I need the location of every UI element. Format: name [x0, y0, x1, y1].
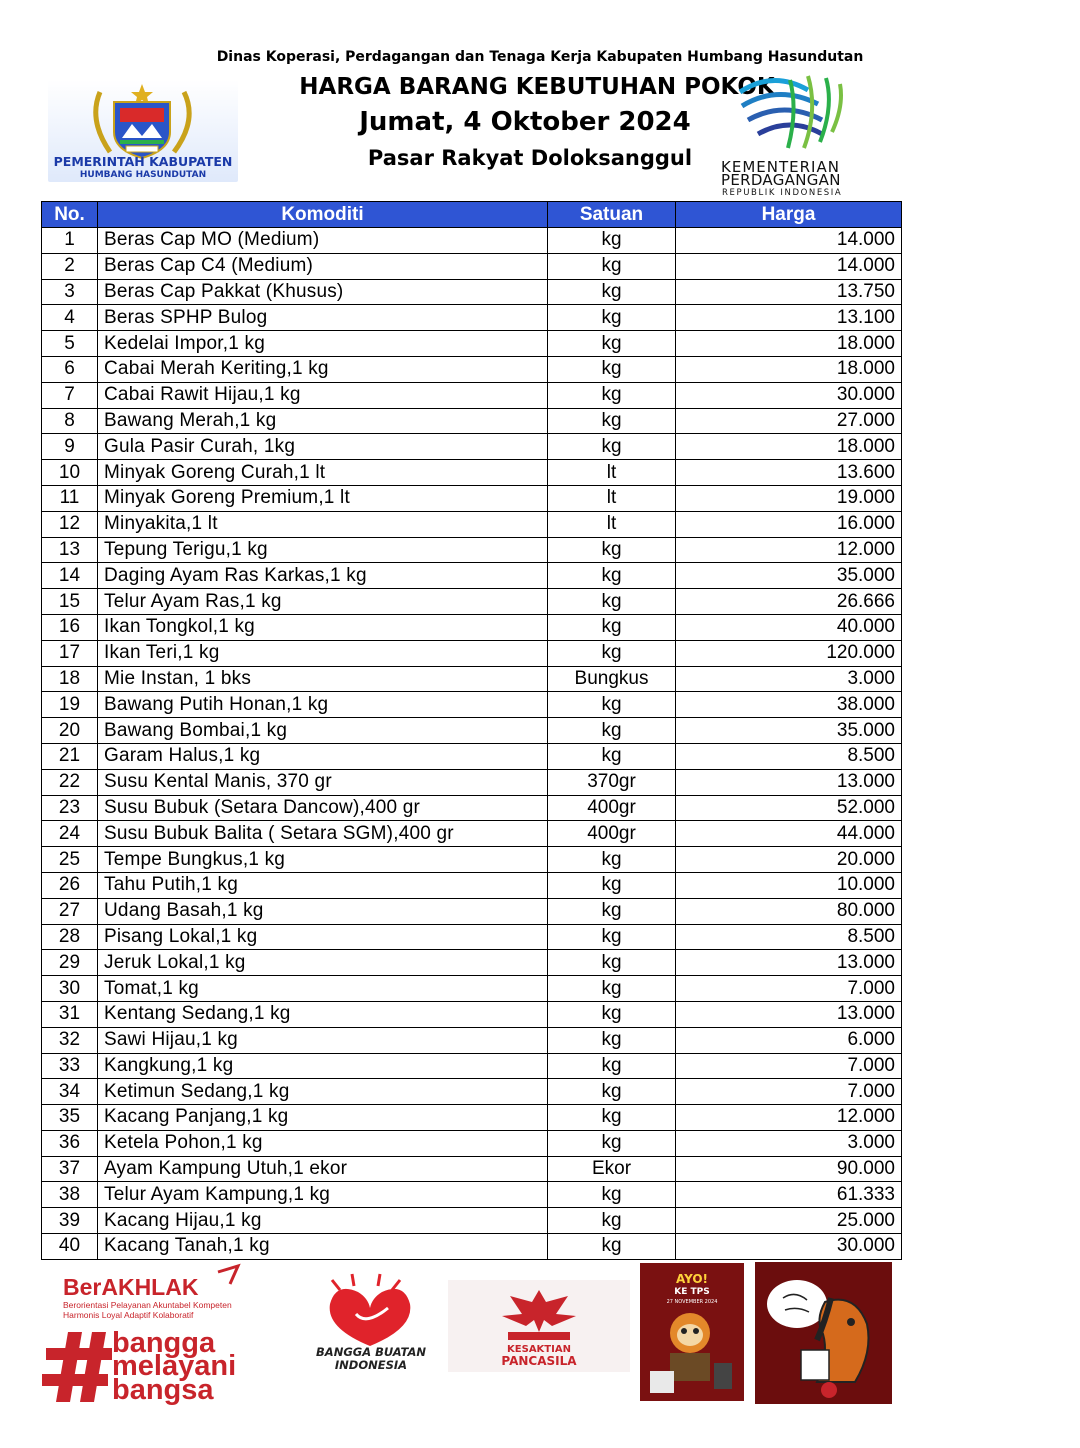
commodity-name: Tempe Bungkus,1 kg: [98, 847, 548, 873]
header-komoditi: Komoditi: [98, 202, 548, 228]
commodity-name: Susu Kental Manis, 370 gr: [98, 769, 548, 795]
row-number: 35: [42, 1105, 98, 1131]
commodity-price: 13.750: [676, 279, 902, 305]
row-number: 9: [42, 434, 98, 460]
commodity-unit: kg: [548, 692, 676, 718]
commodity-price: 13.000: [676, 769, 902, 795]
commodity-name: Ayam Kampung Utuh,1 ekor: [98, 1156, 548, 1182]
table-row: [42, 950, 902, 976]
commodity-unit: 400gr: [548, 821, 676, 847]
commodity-name: Ketimun Sedang,1 kg: [98, 1079, 548, 1105]
row-number: 8: [42, 408, 98, 434]
commodity-price: 8.500: [676, 743, 902, 769]
hash-icon: [42, 1332, 112, 1402]
commodity-price: 35.000: [676, 718, 902, 744]
row-number: 16: [42, 614, 98, 640]
row-number: 21: [42, 743, 98, 769]
row-number: 38: [42, 1182, 98, 1208]
commodity-price: 90.000: [676, 1156, 902, 1182]
table-row: [42, 821, 902, 847]
table-row: [42, 1053, 902, 1079]
melayani-text: melayani: [112, 1350, 237, 1382]
table-row: [42, 408, 902, 434]
row-number: 30: [42, 976, 98, 1002]
commodity-name: Kacang Panjang,1 kg: [98, 1105, 548, 1131]
commodity-name: Beras Cap MO (Medium): [98, 228, 548, 254]
table-row: [42, 795, 902, 821]
commodity-price: 26.666: [676, 589, 902, 615]
row-number: 1: [42, 228, 98, 254]
row-number: 36: [42, 1130, 98, 1156]
bangga-buatan-indonesia-logo: [296, 1268, 446, 1380]
commodity-price: 12.000: [676, 1105, 902, 1131]
commodity-unit: kg: [548, 1001, 676, 1027]
tps-line2: KE TPS: [674, 1287, 710, 1297]
commodity-unit: kg: [548, 950, 676, 976]
bangsa-text: bangsa: [112, 1374, 214, 1406]
row-number: 6: [42, 356, 98, 382]
commodity-price: 30.000: [676, 382, 902, 408]
commodity-name: Minyak Goreng Curah,1 lt: [98, 460, 548, 486]
commodity-unit: kg: [548, 228, 676, 254]
commodity-name: Garam Halus,1 kg: [98, 743, 548, 769]
commodity-unit: kg: [548, 563, 676, 589]
row-number: 31: [42, 1001, 98, 1027]
commodity-unit: kg: [548, 1027, 676, 1053]
commodity-price: 6.000: [676, 1027, 902, 1053]
commodity-unit: kg: [548, 1208, 676, 1234]
row-number: 23: [42, 795, 98, 821]
logo-right-line2: PERDAGANGAN: [721, 171, 841, 189]
commodity-unit: kg: [548, 1130, 676, 1156]
commodity-price: 18.000: [676, 434, 902, 460]
row-number: 34: [42, 1079, 98, 1105]
table-row: [42, 434, 902, 460]
commodity-unit: kg: [548, 537, 676, 563]
row-number: 18: [42, 666, 98, 692]
commodity-price: 8.500: [676, 924, 902, 950]
commodity-unit: kg: [548, 872, 676, 898]
header-no: No.: [42, 202, 98, 228]
commodity-name: Jeruk Lokal,1 kg: [98, 950, 548, 976]
commodity-price: 14.000: [676, 228, 902, 254]
commodity-unit: kg: [548, 924, 676, 950]
commodity-name: Mie Instan, 1 bks: [98, 666, 548, 692]
table-row: [42, 1234, 902, 1260]
commodity-unit: lt: [548, 511, 676, 537]
commodity-unit: 400gr: [548, 795, 676, 821]
commodity-price: 25.000: [676, 1208, 902, 1234]
berakhlak-title: BerAKHLAK: [63, 1274, 199, 1300]
table-row: [42, 872, 902, 898]
commodity-price: 27.000: [676, 408, 902, 434]
commodity-unit: kg: [548, 356, 676, 382]
ayo-ke-tps-poster: [640, 1263, 744, 1401]
tps-line1: AYO!: [675, 1272, 709, 1286]
table-row: [42, 769, 902, 795]
row-number: 17: [42, 640, 98, 666]
table-row: [42, 305, 902, 331]
header-satuan: Satuan: [548, 202, 676, 228]
commodity-name: Kacang Tanah,1 kg: [98, 1234, 548, 1260]
commodity-unit: Bungkus: [548, 666, 676, 692]
row-number: 11: [42, 485, 98, 511]
commodity-price: 13.600: [676, 460, 902, 486]
berakhlak-subtitle1: Berorientasi Pelayanan Akuntabel Kompeten: [63, 1300, 232, 1310]
garuda-icon: [502, 1290, 576, 1332]
commodity-unit: kg: [548, 743, 676, 769]
table-row: [42, 898, 902, 924]
table-row: [42, 228, 902, 254]
tps-line3: 27 NOVEMBER 2024: [666, 1299, 718, 1305]
table-row: [42, 485, 902, 511]
row-number: 4: [42, 305, 98, 331]
commodity-name: Minyak Goreng Premium,1 lt: [98, 485, 548, 511]
market-name: Pasar Rakyat Doloksanggul: [367, 146, 693, 170]
commodity-name: Kentang Sedang,1 kg: [98, 1001, 548, 1027]
commodity-price: 13.000: [676, 950, 902, 976]
commodity-name: Beras Cap Pakkat (Khusus): [98, 279, 548, 305]
row-number: 15: [42, 589, 98, 615]
berakhlak-logo: [40, 1262, 280, 1412]
row-number: 27: [42, 898, 98, 924]
table-row: [42, 1027, 902, 1053]
commodity-name: Kangkung,1 kg: [98, 1053, 548, 1079]
bbi-line1: BANGGA BUATAN: [316, 1345, 426, 1359]
commodity-price: 38.000: [676, 692, 902, 718]
commodity-price: 7.000: [676, 976, 902, 1002]
commodity-unit: kg: [548, 1053, 676, 1079]
commodity-unit: kg: [548, 718, 676, 744]
commodity-price: 18.000: [676, 331, 902, 357]
row-number: 37: [42, 1156, 98, 1182]
row-number: 33: [42, 1053, 98, 1079]
commodity-name: Telur Ayam Kampung,1 kg: [98, 1182, 548, 1208]
price-table-body: [42, 228, 902, 1260]
commodity-name: Tahu Putih,1 kg: [98, 872, 548, 898]
commodity-unit: kg: [548, 898, 676, 924]
commodity-price: 19.000: [676, 485, 902, 511]
table-row: [42, 511, 902, 537]
commodity-name: Cabai Merah Keriting,1 kg: [98, 356, 548, 382]
commodity-price: 18.000: [676, 356, 902, 382]
table-row: [42, 279, 902, 305]
commodity-name: Bawang Putih Honan,1 kg: [98, 692, 548, 718]
table-row: [42, 331, 902, 357]
kesaktian-pancasila-logo: [448, 1280, 630, 1372]
table-row: [42, 356, 902, 382]
logo-left-line1: PEMERINTAH KABUPATEN: [53, 154, 233, 169]
commodity-price: 120.000: [676, 640, 902, 666]
commodity-unit: kg: [548, 1105, 676, 1131]
commodity-name: Minyakita,1 lt: [98, 511, 548, 537]
row-number: 3: [42, 279, 98, 305]
logo-right-line3: REPUBLIK INDONESIA: [722, 188, 843, 198]
price-table: [41, 201, 902, 1260]
commodity-price: 12.000: [676, 537, 902, 563]
commodity-unit: kg: [548, 1234, 676, 1260]
commodity-unit: kg: [548, 382, 676, 408]
commodity-price: 3.000: [676, 1130, 902, 1156]
table-row: [42, 924, 902, 950]
row-number: 13: [42, 537, 98, 563]
commodity-unit: kg: [548, 640, 676, 666]
row-number: 22: [42, 769, 98, 795]
row-number: 20: [42, 718, 98, 744]
table-row: [42, 537, 902, 563]
mascot-icon: [650, 1313, 732, 1393]
commodity-price: 3.000: [676, 666, 902, 692]
table-row: [42, 1079, 902, 1105]
row-number: 12: [42, 511, 98, 537]
row-number: 32: [42, 1027, 98, 1053]
commodity-price: 35.000: [676, 563, 902, 589]
commodity-name: Tomat,1 kg: [98, 976, 548, 1002]
commodity-unit: kg: [548, 1079, 676, 1105]
row-number: 29: [42, 950, 98, 976]
table-row: [42, 666, 902, 692]
row-number: 24: [42, 821, 98, 847]
commodity-price: 20.000: [676, 847, 902, 873]
commodity-unit: lt: [548, 485, 676, 511]
commodity-unit: lt: [548, 460, 676, 486]
commodity-price: 14.000: [676, 253, 902, 279]
commodity-name: Daging Ayam Ras Karkas,1 kg: [98, 563, 548, 589]
commodity-name: Sawi Hijau,1 kg: [98, 1027, 548, 1053]
commodity-price: 30.000: [676, 1234, 902, 1260]
row-number: 5: [42, 331, 98, 357]
commodity-unit: kg: [548, 976, 676, 1002]
commodity-unit: kg: [548, 253, 676, 279]
commodity-unit: kg: [548, 434, 676, 460]
commodity-price: 40.000: [676, 614, 902, 640]
commodity-unit: Ekor: [548, 1156, 676, 1182]
bangga-text: bangga: [112, 1327, 216, 1359]
logo-right-line1: KEMENTERIAN: [721, 158, 840, 176]
row-number: 10: [42, 460, 98, 486]
commodity-price: 52.000: [676, 795, 902, 821]
row-number: 26: [42, 872, 98, 898]
commodity-name: Telur Ayam Ras,1 kg: [98, 589, 548, 615]
humbang-hasundutan-logo: [48, 80, 238, 182]
table-row: [42, 743, 902, 769]
commodity-price: 16.000: [676, 511, 902, 537]
row-number: 7: [42, 382, 98, 408]
commodity-name: Pisang Lokal,1 kg: [98, 924, 548, 950]
table-row: [42, 640, 902, 666]
commodity-name: Ikan Tongkol,1 kg: [98, 614, 548, 640]
commodity-name: Gula Pasir Curah, 1kg: [98, 434, 548, 460]
commodity-name: Beras SPHP Bulog: [98, 305, 548, 331]
commodity-name: Tepung Terigu,1 kg: [98, 537, 548, 563]
table-row: [42, 1105, 902, 1131]
document-title: HARGA BARANG KEBUTUHAN POKOK: [299, 74, 775, 100]
commodity-name: Cabai Rawit Hijau,1 kg: [98, 382, 548, 408]
table-row: [42, 460, 902, 486]
commodity-price: 7.000: [676, 1053, 902, 1079]
commodity-name: Beras Cap C4 (Medium): [98, 253, 548, 279]
table-row: [42, 692, 902, 718]
commodity-unit: kg: [548, 847, 676, 873]
table-row: [42, 589, 902, 615]
commodity-name: Bawang Bombai,1 kg: [98, 718, 548, 744]
row-number: 19: [42, 692, 98, 718]
table-row: [42, 253, 902, 279]
commodity-price: 10.000: [676, 872, 902, 898]
commodity-name: Susu Bubuk (Setara Dancow),400 gr: [98, 795, 548, 821]
commodity-unit: kg: [548, 614, 676, 640]
pancasila-line2: PANCASILA: [501, 1354, 577, 1368]
table-row: [42, 563, 902, 589]
kementerian-perdagangan-logo: [718, 70, 878, 198]
commodity-unit: kg: [548, 1182, 676, 1208]
table-row: [42, 1130, 902, 1156]
header-harga: Harga: [676, 202, 902, 228]
commodity-price: 44.000: [676, 821, 902, 847]
commodity-price: 13.000: [676, 1001, 902, 1027]
horse-mascot-poster: [755, 1262, 892, 1404]
commodity-price: 13.100: [676, 305, 902, 331]
commodity-name: Ikan Teri,1 kg: [98, 640, 548, 666]
row-number: 28: [42, 924, 98, 950]
row-number: 25: [42, 847, 98, 873]
row-number: 14: [42, 563, 98, 589]
row-number: 2: [42, 253, 98, 279]
agency-name: Dinas Koperasi, Perdagangan dan Tenaga Kerja Kabupaten Humbang Hasundutan: [216, 49, 864, 65]
bbi-line2: INDONESIA: [334, 1358, 408, 1372]
commodity-name: Susu Bubuk Balita ( Setara SGM),400 gr: [98, 821, 548, 847]
row-number: 39: [42, 1208, 98, 1234]
commodity-unit: kg: [548, 589, 676, 615]
pancasila-line1: KESAKTIAN: [507, 1344, 571, 1355]
table-row: [42, 1001, 902, 1027]
logo-left-line2: HUMBANG HASUNDUTAN: [79, 170, 207, 180]
commodity-name: Kacang Hijau,1 kg: [98, 1208, 548, 1234]
table-row: [42, 976, 902, 1002]
table-header-row: [42, 202, 902, 228]
commodity-name: Ketela Pohon,1 kg: [98, 1130, 548, 1156]
commodity-price: 80.000: [676, 898, 902, 924]
berakhlak-subtitle2: Harmonis Loyal Adaptif Kolaboratif: [63, 1310, 194, 1320]
commodity-unit: kg: [548, 408, 676, 434]
commodity-unit: kg: [548, 305, 676, 331]
commodity-name: Udang Basah,1 kg: [98, 898, 548, 924]
row-number: 40: [42, 1234, 98, 1260]
commodity-name: Kedelai Impor,1 kg: [98, 331, 548, 357]
table-row: [42, 1182, 902, 1208]
table-row: [42, 1208, 902, 1234]
table-row: [42, 614, 902, 640]
commodity-unit: 370gr: [548, 769, 676, 795]
commodity-name: Bawang Merah,1 kg: [98, 408, 548, 434]
commodity-price: 61.333: [676, 1182, 902, 1208]
commodity-unit: kg: [548, 331, 676, 357]
document-date: Jumat, 4 Oktober 2024: [359, 107, 691, 137]
commodity-price: 7.000: [676, 1079, 902, 1105]
table-row: [42, 1156, 902, 1182]
table-row: [42, 847, 902, 873]
table-row: [42, 382, 902, 408]
table-row: [42, 718, 902, 744]
commodity-unit: kg: [548, 279, 676, 305]
